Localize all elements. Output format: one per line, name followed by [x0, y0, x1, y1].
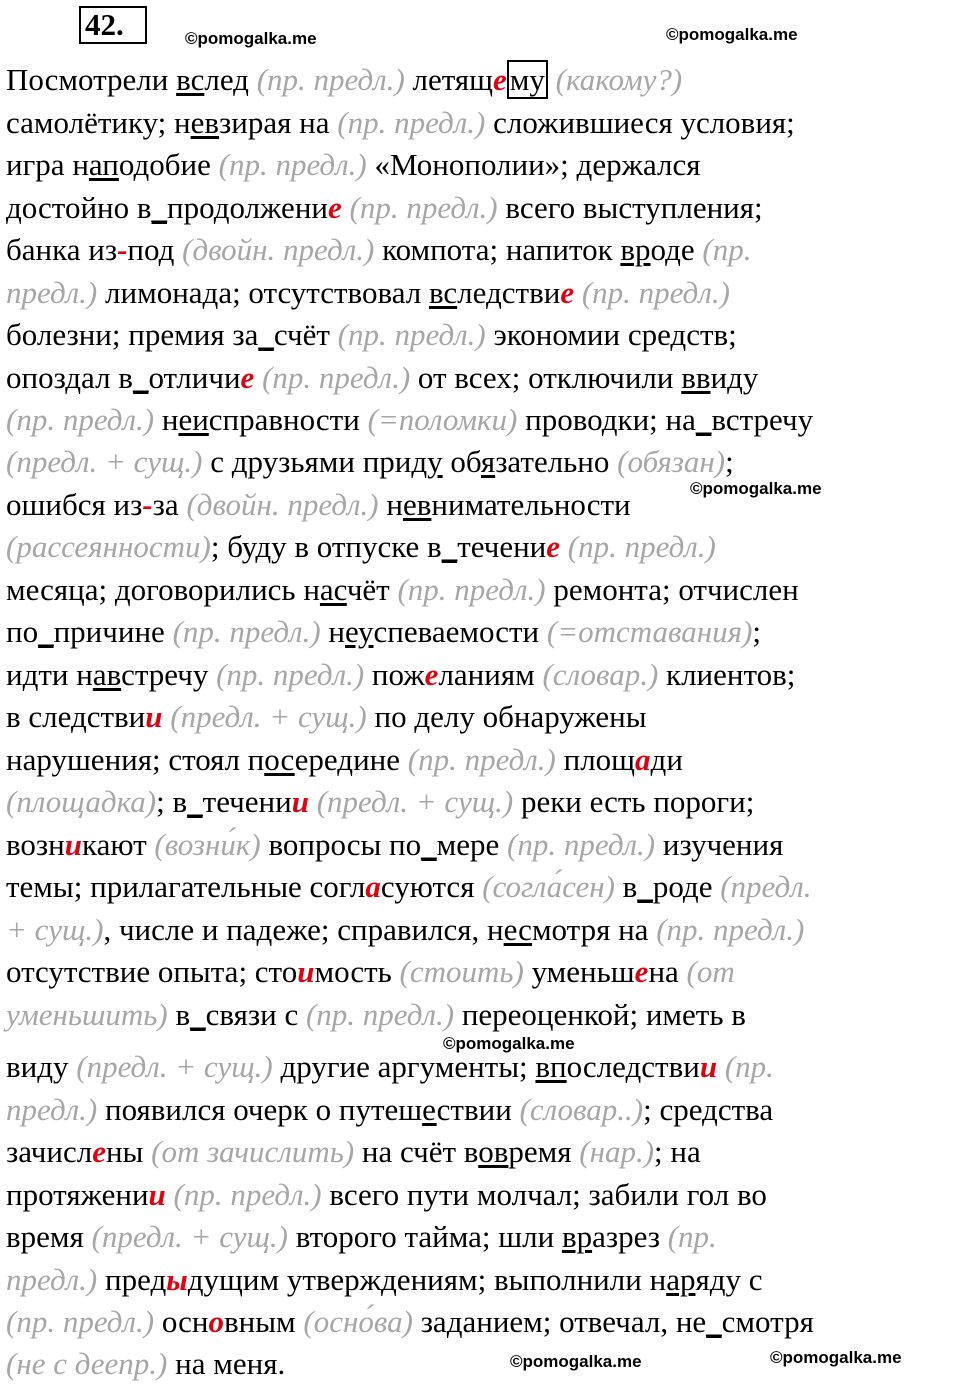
text-segment: вопросы по [260, 827, 422, 862]
underlined-segment: ар [666, 1262, 696, 1297]
text-segment: клиентов; [658, 657, 796, 692]
grammar-note: (пр. [717, 1049, 774, 1084]
underlined-segment: ас [319, 572, 347, 607]
text-line [6, 910, 804, 950]
grammar-note: (предл. + сущ.) [162, 699, 367, 734]
text-line [6, 1132, 701, 1172]
text-line [6, 570, 799, 610]
text-segment: счёт [273, 317, 338, 352]
boxed-ending: му [507, 60, 548, 99]
text-segment: заданием; отвечал, не [412, 1304, 707, 1339]
text-segment: зачисл [6, 1134, 93, 1169]
underlined-segment: ес [503, 912, 532, 947]
text-segment: зательно [495, 444, 618, 479]
grammar-note: (пр. предл.) [560, 529, 716, 564]
text-line [6, 655, 795, 695]
text-segment: ошибся из [6, 487, 143, 522]
underlined-segment: _ [190, 997, 206, 1032]
text-segment: появился очерк о путеш [97, 1092, 423, 1127]
grammar-note: (от [686, 954, 735, 989]
text-segment: по [6, 614, 39, 649]
text-segment: второго тайма; шли [288, 1219, 562, 1254]
highlighted-letter: - [117, 232, 128, 267]
grammar-note: (пр. [702, 232, 752, 267]
text-segment: ; [725, 444, 734, 479]
highlighted-letter: е [493, 62, 507, 97]
text-segment: продолжени [167, 190, 328, 225]
text-segment: еред [294, 742, 354, 777]
underlined-segment: _ [695, 402, 712, 437]
watermark: ©pomogalka.me [185, 29, 317, 48]
grammar-note: (словар..) [519, 1092, 644, 1127]
grammar-note: предл.) [6, 1092, 98, 1127]
text-line [6, 1090, 773, 1130]
text-line [6, 273, 730, 313]
underlined-segment: ав [92, 657, 122, 692]
text-segment: суются [380, 869, 483, 904]
text-segment: болезни; премия за [6, 317, 259, 352]
text-segment: от всех; отключили [410, 360, 682, 395]
grammar-note: (предл. + сущ.) [6, 444, 203, 479]
grammar-note: (пр. предл.) [656, 912, 805, 947]
text-segment: течени [457, 529, 547, 564]
grammar-note: (пр. предл.) [216, 657, 365, 692]
text-line [6, 60, 682, 100]
text-segment: ; в [156, 784, 188, 819]
text-line [6, 1344, 285, 1384]
text-segment: нарушения; стоял п [6, 742, 265, 777]
grammar-note: (пр. предл.) [6, 402, 155, 437]
highlighted-letter: и [148, 1177, 166, 1212]
text-segment: ланиям [438, 657, 543, 692]
text-segment: Посмотрели [6, 62, 177, 97]
text-line [6, 1302, 814, 1342]
highlighted-letter: о [208, 1304, 224, 1339]
grammar-note: (пр. предл.) [256, 62, 405, 97]
watermark: ©pomogalka.me [443, 1034, 575, 1053]
grammar-note: (пр. предл.) [305, 997, 455, 1032]
grammar-note: (пр. предл.) [397, 572, 546, 607]
text-segment: оследстви [566, 1049, 700, 1084]
text-segment: изучения [655, 827, 784, 862]
text-segment: вным [223, 1304, 304, 1339]
text-segment: кают [82, 827, 155, 862]
text-line [6, 612, 761, 652]
text-line [6, 1175, 767, 1215]
text-segment: экономии средств; [485, 317, 737, 352]
text-segment: реки есть пороги; [513, 784, 755, 819]
text-segment: н [320, 614, 345, 649]
text-segment: одобие [118, 147, 219, 182]
text-segment: темы; прилагательные согл [6, 869, 366, 904]
text-segment: об [442, 444, 481, 479]
text-segment: идти н [6, 657, 93, 692]
text-line [6, 103, 795, 143]
text-line [6, 358, 758, 398]
watermark: ©pomogalka.me [770, 1348, 902, 1367]
grammar-note: (пр. предл.) [254, 360, 411, 395]
highlighted-letter: е [424, 657, 439, 692]
underlined-segment: _ [706, 1304, 722, 1339]
highlighted-letter: а [365, 869, 381, 904]
grammar-note: (пр. предл.) [6, 1304, 155, 1339]
text-segment: достойно в [6, 190, 152, 225]
grammar-note: (двойн. предл.) [186, 487, 379, 522]
text-segment: дущим утверждениям; выполнили н [187, 1262, 667, 1297]
text-segment: причине [53, 614, 173, 649]
text-segment: ; буду в отпуске в [210, 529, 442, 564]
text-line [6, 697, 647, 737]
underlined-segment: ду [411, 444, 443, 479]
grammar-note: (пр. предл.) [574, 275, 730, 310]
underlined-segment: вв [681, 360, 711, 395]
text-line [6, 995, 746, 1035]
text-segment: пред [97, 1262, 167, 1297]
text-segment: всего выступления; [497, 190, 763, 225]
text-segment: оде [650, 232, 703, 267]
highlighted-letter: и [145, 699, 163, 734]
text-segment: протяжени [6, 1177, 149, 1212]
text-segment: площ [555, 742, 636, 777]
text-line [6, 952, 735, 992]
highlighted-letter: и [291, 784, 309, 819]
grammar-note: (пр. предл.) [407, 742, 556, 777]
text-segment: отличи [148, 360, 241, 395]
underlined-segment: _ [38, 614, 54, 649]
text-line [6, 145, 701, 185]
text-segment: ; [752, 614, 762, 649]
grammar-note: (возни́к) [154, 827, 261, 862]
underlined-segment: я [480, 444, 496, 479]
text-segment: за [152, 487, 187, 522]
text-segment: встречу [711, 402, 814, 437]
text-segment: н [154, 402, 179, 437]
highlighted-letter: и [699, 1049, 718, 1084]
text-segment: летящ [404, 62, 494, 97]
grammar-note: (пр. предл.) [172, 614, 321, 649]
underlined-segment: еи [178, 402, 209, 437]
text-line [6, 1217, 717, 1257]
text-line [6, 442, 734, 482]
grammar-note: (двойн. предл.) [182, 232, 375, 267]
highlighted-letter: е [240, 360, 255, 395]
text-segment: ледстви [457, 275, 561, 310]
text-segment: на меня. [167, 1346, 286, 1381]
grammar-note: (площадка) [6, 784, 157, 819]
grammar-note: (предл. + сущ.) [91, 1219, 288, 1254]
text-line [6, 1047, 774, 1087]
text-line [6, 867, 811, 907]
grammar-note: (не с деепр.) [6, 1346, 168, 1381]
grammar-note: (пр. предл.) [337, 317, 486, 352]
grammar-note: (словар.) [542, 657, 659, 692]
grammar-note: (рассеянности) [6, 529, 211, 564]
text-segment: иду [710, 360, 759, 395]
text-segment: с друзьями при [202, 444, 412, 479]
text-segment: спеваемости [373, 614, 547, 649]
grammar-note: (осно́ва) [303, 1304, 413, 1339]
text-segment: виду [6, 1049, 77, 1084]
text-segment: по делу обнаружены [366, 699, 647, 734]
text-segment: осн [154, 1304, 209, 1339]
text-segment: месяца; договорились н [6, 572, 320, 607]
text-line [6, 782, 754, 822]
highlighted-letter: ы [166, 1262, 188, 1297]
text-segment: под [127, 232, 183, 267]
underlined-segment: _ [132, 360, 149, 395]
text-segment: всего пути молчал; забили гол во [321, 1177, 767, 1212]
text-segment: в [614, 869, 638, 904]
highlighted-letter: е [634, 954, 649, 989]
grammar-note: (от зачислить) [151, 1134, 355, 1169]
underlined-segment: _ [151, 190, 168, 225]
text-line [6, 527, 716, 567]
grammar-note: (предл. [720, 869, 812, 904]
text-segment: лед [204, 62, 257, 97]
underlined-segment: ев [190, 105, 220, 140]
text-segment: мере [436, 827, 508, 862]
text-line [6, 230, 752, 270]
underlined-segment: вр [620, 232, 651, 267]
text-segment: мотря на [531, 912, 657, 947]
text-segment: нимательности [431, 487, 631, 522]
text-segment: лимонада; отсутствовал [97, 275, 429, 310]
grammar-note: (пр. предл.) [341, 190, 498, 225]
grammar-note: (какому?) [547, 62, 683, 97]
underlined-segment: е [422, 1092, 437, 1127]
grammar-note: уменьшить) [6, 997, 168, 1032]
highlighted-letter: - [142, 487, 153, 522]
underlined-segment: _ [637, 869, 653, 904]
text-segment: справности [208, 402, 368, 437]
grammar-note: (согла́сен) [482, 869, 615, 904]
text-segment: зирая на [219, 105, 338, 140]
grammar-note: (пр. [667, 1219, 717, 1254]
underlined-segment: вп [535, 1049, 567, 1084]
text-segment: компота; напиток [374, 232, 621, 267]
text-segment: , числе и падеже; справился, н [103, 912, 504, 947]
grammar-note: (предл. + сущ.) [76, 1049, 273, 1084]
text-segment: яду с [695, 1262, 763, 1297]
underlined-segment: вр [561, 1219, 593, 1254]
text-segment: на счёт в [354, 1134, 479, 1169]
underlined-segment: ап [88, 147, 119, 182]
grammar-note: (пр. предл.) [218, 147, 367, 182]
text-segment: азрез [592, 1219, 668, 1254]
text-line [6, 188, 763, 228]
text-segment: время [6, 1219, 92, 1254]
grammar-note: (=поломки) [367, 402, 518, 437]
text-line [6, 825, 783, 865]
underlined-segment: ос [264, 742, 295, 777]
text-segment: смотря [721, 1304, 814, 1339]
text-line [6, 315, 737, 355]
text-segment: течени [202, 784, 292, 819]
text-segment: пож [364, 657, 425, 692]
grammar-note: предл.) [6, 1262, 98, 1297]
text-segment: ди [650, 742, 683, 777]
text-segment: сложившиеся условия; [485, 105, 795, 140]
watermark: ©pomogalka.me [690, 479, 822, 498]
text-segment: на [648, 954, 687, 989]
underlined-segment: ев [402, 487, 432, 522]
text-segment: чёт [346, 572, 398, 607]
grammar-note: (=отставания) [546, 614, 753, 649]
text-segment: ; средства [643, 1092, 774, 1127]
text-segment: ; на [654, 1134, 701, 1169]
grammar-note: (пр. предл.) [165, 1177, 322, 1212]
text-segment: ине [353, 742, 408, 777]
text-segment: игра н [6, 147, 89, 182]
highlighted-letter: а [635, 742, 651, 777]
text-segment: в следстви [6, 699, 146, 734]
highlighted-letter: и [297, 954, 315, 989]
text-line [6, 740, 683, 780]
text-segment: стречу [121, 657, 217, 692]
text-segment: в [167, 997, 191, 1032]
grammar-note: (обязан) [617, 444, 726, 479]
text-segment: возн [6, 827, 65, 862]
underlined-segment: вс [176, 62, 205, 97]
text-segment: ремя [508, 1134, 580, 1169]
text-segment: «Монополии»; держался [366, 147, 701, 182]
highlighted-letter: и [64, 827, 83, 862]
text-segment: роде [652, 869, 721, 904]
highlighted-letter: е [92, 1134, 106, 1169]
grammar-note: (стоить) [399, 954, 524, 989]
text-segment: опоздал в [6, 360, 133, 395]
text-segment: переоценкой; иметь в [454, 997, 746, 1032]
text-line [6, 400, 813, 440]
grammar-note: (пр. предл.) [507, 827, 656, 862]
grammar-note: (предл. + сущ.) [308, 784, 514, 819]
watermark: ©pomogalka.me [510, 1352, 642, 1371]
underlined-segment: _ [421, 827, 437, 862]
grammar-note: + сущ.) [6, 912, 104, 947]
highlighted-letter: е [560, 275, 575, 310]
highlighted-letter: е [546, 529, 561, 564]
highlighted-letter: е [328, 190, 342, 225]
text-segment: банка из [6, 232, 118, 267]
text-segment: н [378, 487, 403, 522]
text-segment: мость [314, 954, 400, 989]
text-segment: отсутствие опыта; сто [6, 954, 298, 989]
text-line [6, 485, 631, 525]
text-segment: ствии [436, 1092, 520, 1127]
underlined-segment: _ [187, 784, 203, 819]
text-segment: уменьш [523, 954, 635, 989]
underlined-segment: ов [478, 1134, 509, 1169]
grammar-note: (нар.) [579, 1134, 655, 1169]
underlined-segment: еу [345, 614, 374, 649]
exercise-number: 42. [79, 6, 147, 44]
underlined-segment: _ [441, 529, 458, 564]
text-segment: ны [105, 1134, 152, 1169]
grammar-note: (пр. предл.) [337, 105, 486, 140]
text-segment: самолётику; н [6, 105, 191, 140]
text-line [6, 1260, 763, 1300]
grammar-note: предл.) [6, 275, 98, 310]
text-segment: ремонта; отчислен [545, 572, 799, 607]
text-segment: другие аргументы; [272, 1049, 536, 1084]
watermark: ©pomogalka.me [666, 25, 798, 44]
text-segment: проводки; на [517, 402, 696, 437]
underlined-segment: _ [258, 317, 274, 352]
text-segment: связи с [205, 997, 306, 1032]
underlined-segment: вс [428, 275, 458, 310]
